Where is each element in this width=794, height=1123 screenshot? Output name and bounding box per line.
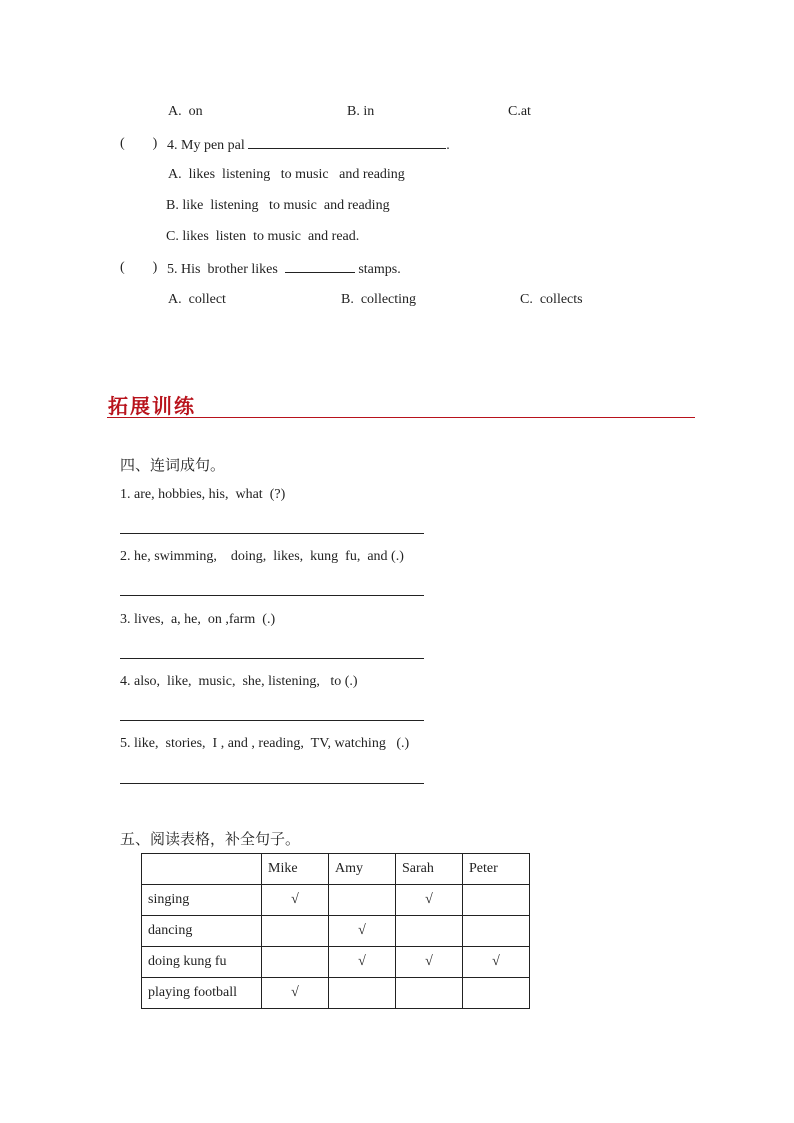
part4-item-3: 3. lives, a, he, on ,farm (.) [120, 612, 276, 627]
table-row [142, 947, 530, 978]
part4-answer-line-5[interactable] [120, 783, 424, 784]
q4-stem-text: 4. My pen pal [167, 138, 245, 153]
q5-option-c: C. collects [520, 292, 583, 307]
part4-item-2: 2. he, swimming, doing, likes, kung fu, and (.) [120, 549, 404, 564]
q4-stem [167, 136, 450, 154]
table-header-peter: Peter [463, 854, 530, 885]
table-cell [396, 978, 463, 1009]
q3-option-b: B. in [347, 104, 375, 119]
q5-option-b: B. collecting [341, 292, 417, 307]
table-row [142, 978, 530, 1009]
part4-item-5: 5. like, stories, I , and , reading, TV, watching (.) [120, 736, 410, 751]
q4-option-a: A. likes listening to music and reading [168, 167, 405, 182]
row-label-football: playing football [142, 978, 262, 1009]
part4-answer-line-1[interactable] [120, 533, 424, 534]
q3-option-a: A. on [168, 104, 203, 119]
hobby-table [141, 853, 530, 1009]
q4-blank [248, 136, 446, 149]
q5-stem-end: stamps. [358, 262, 401, 277]
table-cell: √ [262, 885, 329, 916]
row-label-singing: singing [142, 885, 262, 916]
table-header-sarah: Sarah [396, 854, 463, 885]
q5-answer-paren: ( ) [120, 260, 158, 275]
table-cell [329, 978, 396, 1009]
q3-option-c: C.at [508, 104, 531, 119]
row-label-dancing: dancing [142, 916, 262, 947]
table-cell [463, 978, 530, 1009]
table-cell: √ [329, 947, 396, 978]
table-cell: √ [262, 978, 329, 1009]
table-header-row [142, 854, 530, 885]
q4-option-b: B. like listening to music and reading [166, 198, 390, 213]
table-cell [262, 947, 329, 978]
table-cell [463, 885, 530, 916]
table-cell: √ [463, 947, 530, 978]
table-cell [463, 916, 530, 947]
table-cell [329, 885, 396, 916]
section-divider [107, 417, 695, 418]
part4-answer-line-2[interactable] [120, 595, 424, 596]
table-cell [396, 916, 463, 947]
table-row [142, 916, 530, 947]
part5-heading: 五、阅读表格，补全句子。 [120, 830, 301, 848]
q4-option-c: C. likes listen to music and read. [166, 229, 360, 244]
table-cell: √ [396, 947, 463, 978]
q5-stem [167, 260, 401, 278]
row-label-kung-fu: doing kung fu [142, 947, 262, 978]
q5-stem-text: 5. His brother likes [167, 262, 278, 277]
q4-answer-paren: ( ) [120, 136, 158, 151]
table-cell [262, 916, 329, 947]
part4-answer-line-4[interactable] [120, 720, 424, 721]
part4-answer-line-3[interactable] [120, 658, 424, 659]
table-cell: √ [329, 916, 396, 947]
table-row [142, 885, 530, 916]
part4-heading: 四、连词成句。 [120, 456, 226, 474]
table-header-mike: Mike [262, 854, 329, 885]
table-header-blank [142, 854, 262, 885]
table-cell: √ [396, 885, 463, 916]
q4-stem-end: . [446, 138, 450, 153]
part4-item-4: 4. also, like, music, she, listening, to (.) [120, 674, 358, 689]
q5-option-a: A. collect [168, 292, 226, 307]
section-title: 拓展训练 [108, 394, 196, 418]
q5-blank [285, 260, 355, 273]
part4-item-1: 1. are, hobbies, his, what (?) [120, 487, 286, 502]
table-header-amy: Amy [329, 854, 396, 885]
